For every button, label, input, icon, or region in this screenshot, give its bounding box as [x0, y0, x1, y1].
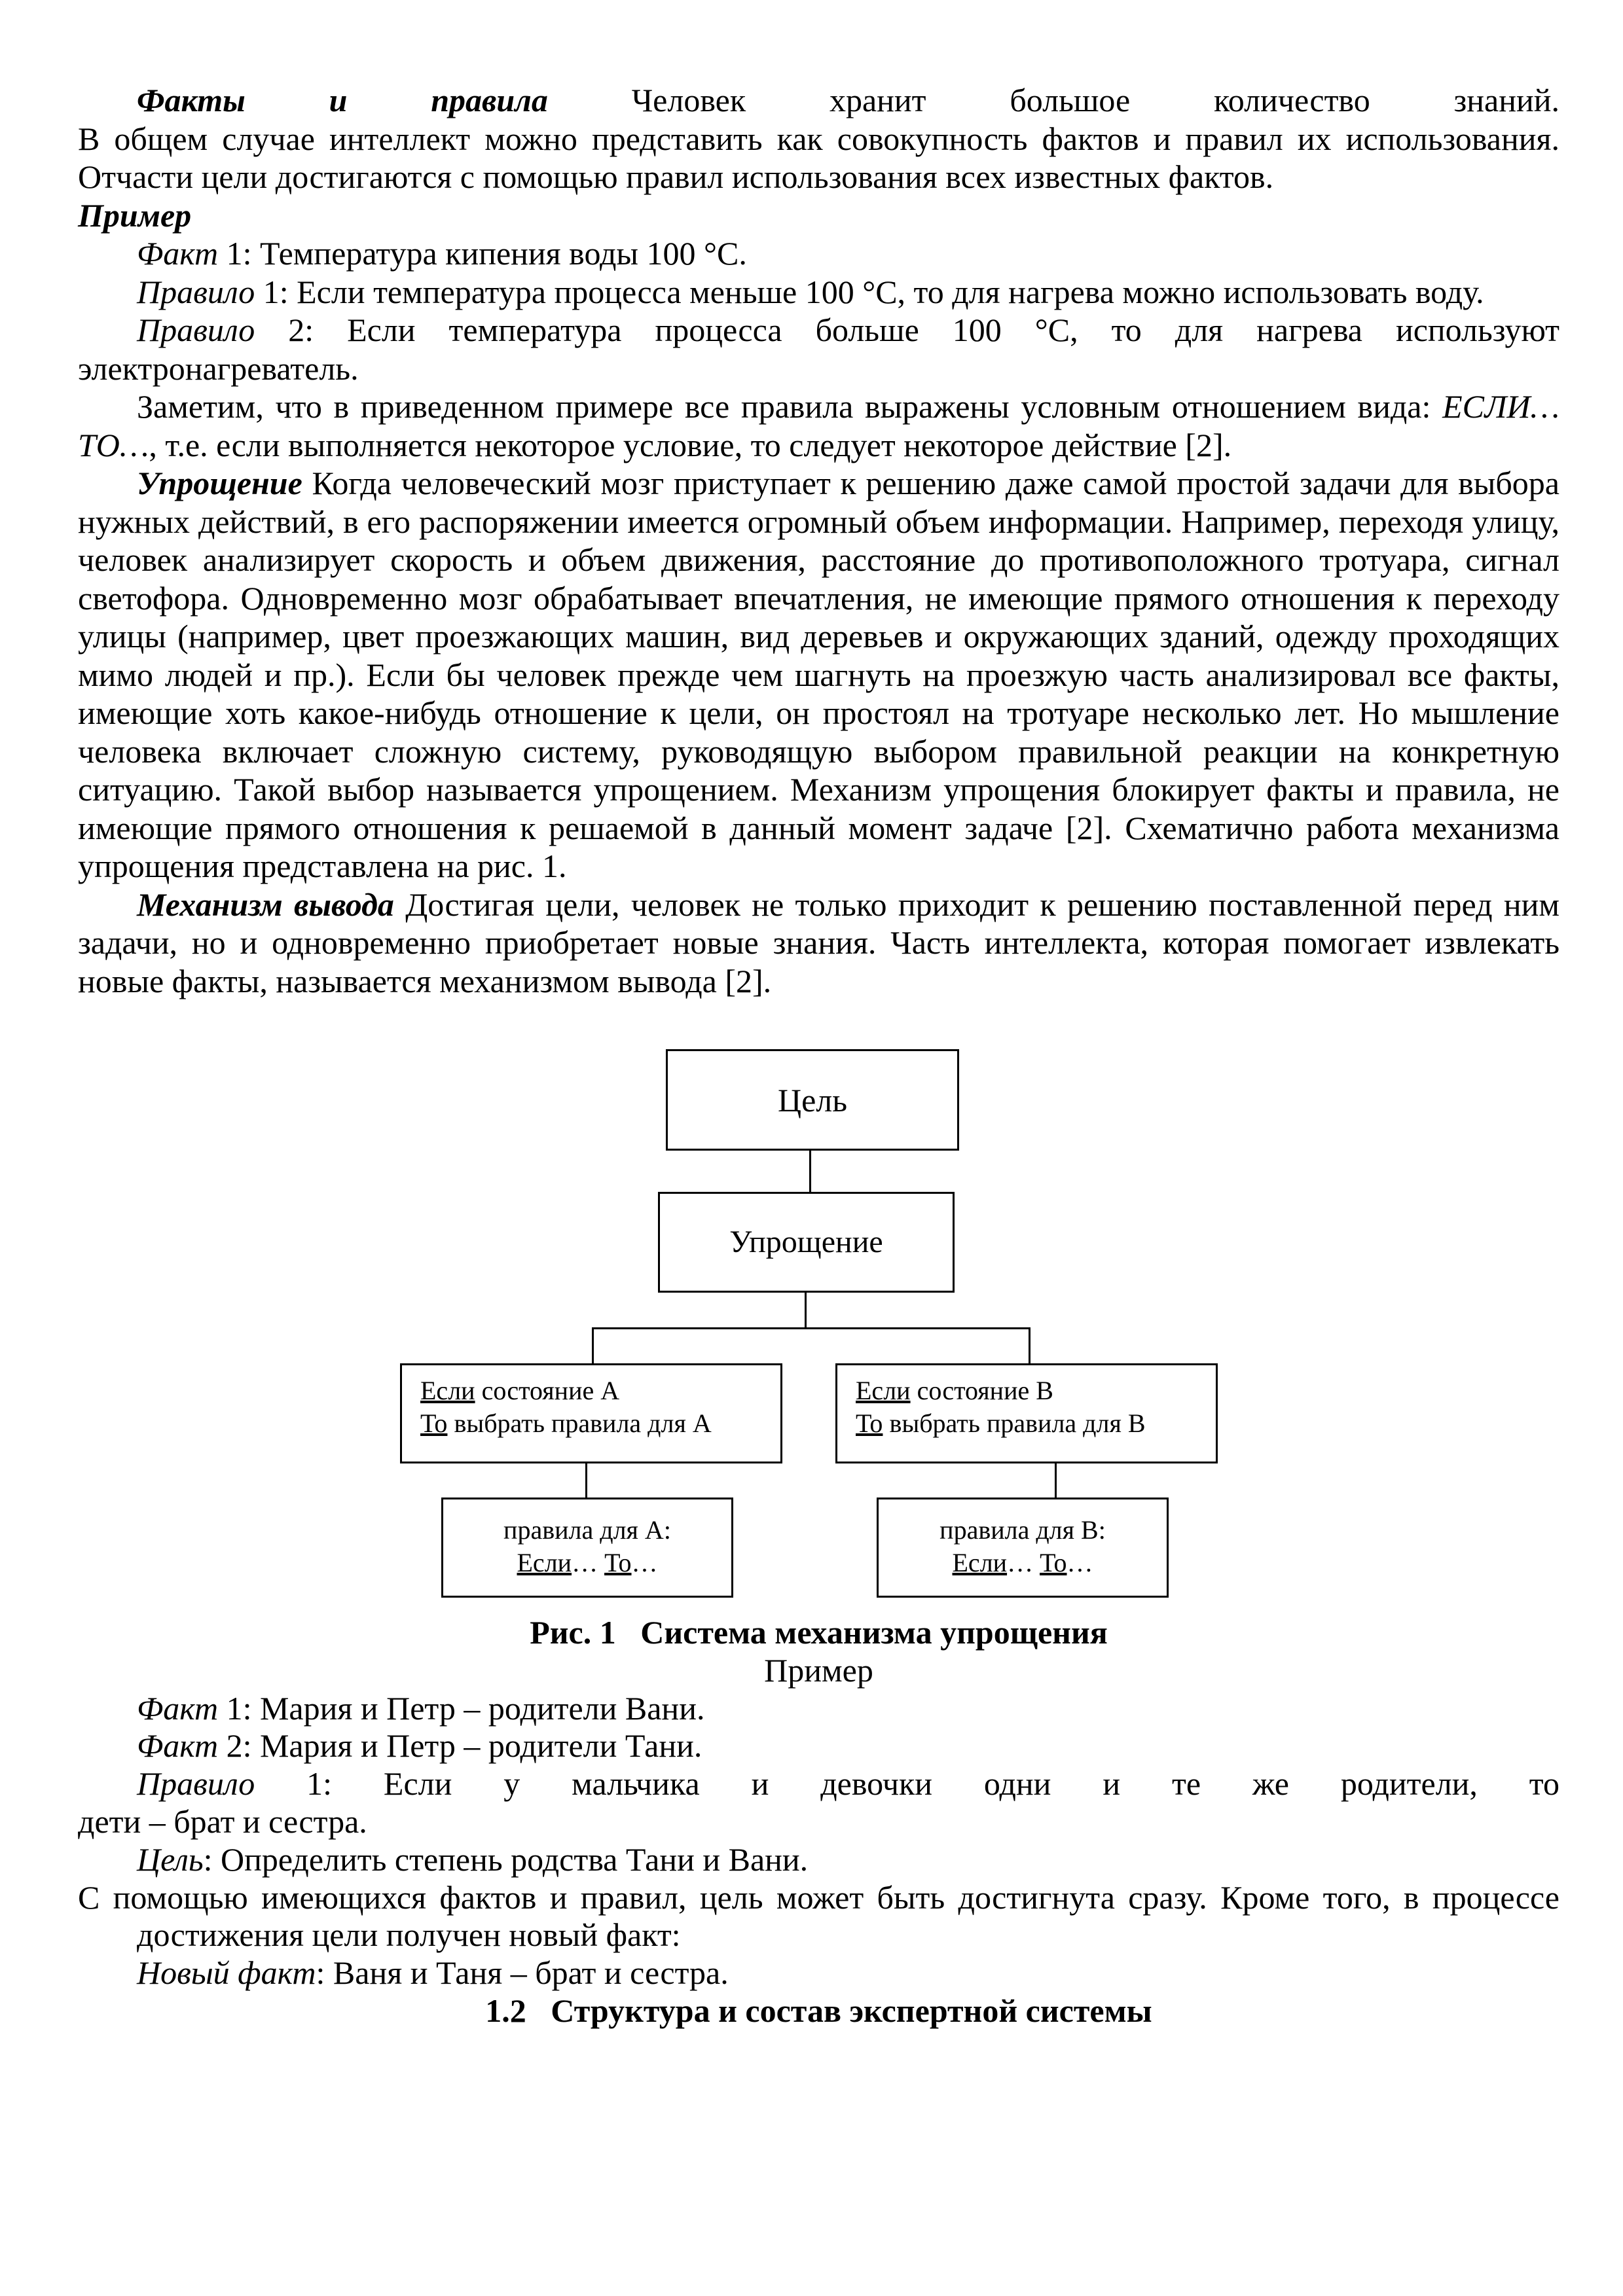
rule-text: 2: Если температура процесса больше 100 °С, то для нагрева используют электронагреватель.: [78, 312, 1559, 387]
rules-b-box: [877, 1498, 1169, 1598]
connector: [585, 1463, 587, 1498]
ellipsis: …: [1007, 1548, 1040, 1577]
fact-2: [78, 1727, 1559, 1765]
goal-box: [666, 1049, 959, 1151]
ellipsis: …: [631, 1548, 658, 1577]
fact-label: Факт: [137, 1727, 219, 1765]
facts-paragraph-line1: [78, 81, 1559, 120]
simplification-box: [658, 1192, 955, 1293]
branch-a-box: [400, 1363, 782, 1463]
goal-label: Цель: [777, 1081, 848, 1119]
if-word: Если: [952, 1548, 1008, 1577]
example-heading: Пример: [78, 196, 192, 234]
new-fact-line: [78, 1954, 1559, 1992]
connector: [592, 1327, 1030, 1329]
then-rest: выбрать правила для А: [447, 1408, 712, 1438]
fact-label: Факт: [137, 1689, 219, 1727]
simplification-label: Упрощение: [729, 1225, 883, 1259]
new-fact-text: : Ваня и Таня – брат и сестра.: [316, 1954, 729, 1992]
rule-1: [78, 273, 1559, 312]
rule-label: Правило: [137, 1765, 255, 1803]
rules-a-box: [441, 1498, 733, 1598]
then-word: То: [856, 1408, 883, 1438]
rule-1-line1: [78, 1765, 1559, 1803]
fact-1: [78, 234, 1559, 273]
note-rest: , т.е. если выполняется некоторое условие, то следует некоторое действие [2].: [149, 426, 1232, 463]
rules-title: правила для А:: [503, 1515, 671, 1545]
note-paragraph: [78, 387, 1559, 464]
fact-text: 2: Мария и Петр – родители Тани.: [218, 1727, 702, 1765]
example-heading: Пример: [764, 1651, 873, 1689]
if-word: Если: [420, 1376, 475, 1405]
then-word: То: [604, 1548, 632, 1577]
simplification-lead: Упрощение: [137, 465, 302, 501]
if-rest: состояние А: [475, 1376, 620, 1405]
facts-line1: Человек хранит большое количество знаний.: [631, 82, 1559, 118]
ellipsis: …: [572, 1548, 605, 1577]
then-word: То: [420, 1408, 448, 1438]
fact-label: Факт: [137, 235, 219, 272]
inference-paragraph: [78, 886, 1559, 1001]
new-fact-label: Новый факт: [137, 1954, 316, 1992]
connector: [592, 1327, 594, 1363]
inference-lead: Механизм вывода: [137, 886, 394, 923]
rule-text: 1: Если у мальчика и девочки одни и те же родители, то: [255, 1765, 1559, 1803]
facts-lead: Факты и правила: [137, 82, 548, 118]
goal-label: Цель: [137, 1840, 204, 1878]
section-heading: 1.2 Структура и состав экспертной системы: [485, 1992, 1152, 2029]
connector: [805, 1293, 807, 1329]
note-text: Заметим, что в приведенном примере все правила выражены условным отношением вида:: [137, 388, 1443, 425]
fact-text: 1: Температура кипения воды 100 °С.: [218, 235, 747, 272]
connector: [1029, 1327, 1030, 1363]
then-rest: выбрать правила для В: [883, 1408, 1146, 1438]
rule-text: 1: Если температура процесса меньше 100 °С, то для нагрева можно использовать воду.: [255, 273, 1484, 310]
rule-label: Правило: [137, 312, 255, 348]
example2-text: [78, 1614, 1559, 2030]
branch-b-box: [835, 1363, 1218, 1463]
rule-2: [78, 311, 1559, 387]
ellipsis: …: [1067, 1548, 1093, 1577]
goal-line: [78, 1841, 1559, 1879]
rules-title: правила для В:: [939, 1515, 1106, 1545]
fact-1: [78, 1690, 1559, 1728]
then-word: То: [1040, 1548, 1067, 1577]
goal-text: : Определить степень родства Тани и Вани.: [203, 1840, 809, 1878]
figure-caption: Рис. 1 Система механизма упрощения: [530, 1614, 1108, 1651]
rule-label: Правило: [137, 273, 255, 310]
facts-paragraph-rest: В общем случае интеллект можно представить как совокупность фактов и правил их использования. Отчасти цели достигаются с помощью правил использования всех известных фактов.: [78, 120, 1559, 195]
note-italic: ЕСЛИ…ТО…: [78, 388, 1559, 463]
if-word: Если: [856, 1376, 911, 1405]
simplification-paragraph: [78, 464, 1559, 886]
if-rest: состояние В: [910, 1376, 1053, 1405]
simplification-text: Когда человеческий мозг приступает к решению даже самой простой задачи для выбора нужных действий, в его распоряжении имеется огромный объем информации. Например, переходя улицу, человек анализирует скорость и объем движения, расстояние до противоположного тротуара, сигнал светофора. Одновременно мозг обрабатывает впечатления, не имеющие прямого отношения к переходу улицы (например, цвет проезжающих машин, вид деревьев и окружающих зданий, одежду проходящих мимо людей и пр.). Если бы человек прежде чем шагнуть на проезжую часть анализировал все факты, имеющие хоть какое-нибудь отношение к цели, он простоял на тротуаре несколько лет. Но мышление человека включает сложную систему, руководящую выбором правильной реакции на конкретную ситуацию. Такой выбор называется упрощением. Механизм упрощения блокирует факты и правила, не имеющие прямого отношения к решаемой в данный момент задаче [2]. Схематично работа механизма упрощения представлена на рис. 1.: [78, 465, 1559, 884]
connector: [809, 1151, 811, 1192]
if-word: Если: [517, 1548, 572, 1577]
connector: [1055, 1463, 1057, 1498]
rule-1-line2: дети – брат и сестра.: [78, 1803, 367, 1840]
intro-text: [78, 81, 1559, 1000]
conclusion-paragraph: С помощью имеющихся фактов и правил, цель может быть достигнута сразу. Кроме того, в процессе достижения цели получен новый факт:: [78, 1878, 1559, 1954]
inference-text: Достигая цели, человек не только приходит к решению поставленной перед ним задачи, но и одновременно приобретает новые знания. Часть интеллекта, которая помогает извлекать новые факты, называется механизмом вывода [2].: [78, 886, 1560, 999]
fact-text: 1: Мария и Петр – родители Вани.: [218, 1689, 705, 1727]
